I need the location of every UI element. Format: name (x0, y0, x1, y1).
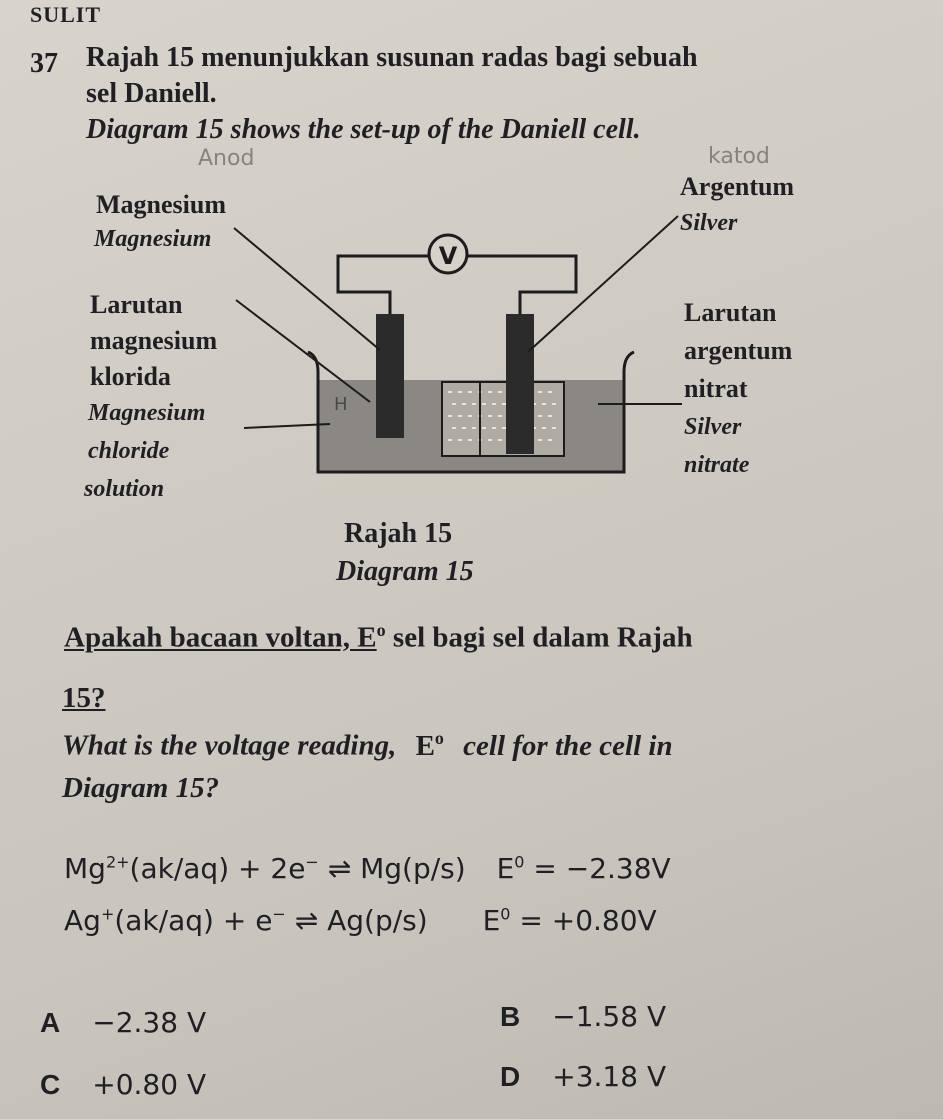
eq-rhs: ⇌ Ag(p/s) (285, 904, 428, 937)
voltmeter-label: V (438, 242, 458, 270)
prompt-malay-line1 (64, 620, 693, 655)
option-value: +0.80 V (92, 1068, 207, 1101)
label-right-solution-english-1: Silver (684, 414, 742, 440)
label-argentum-malay: Argentum (680, 172, 795, 201)
equation-silver (64, 904, 657, 937)
eq-rhs: ⇌ Mg(p/s) (318, 852, 466, 885)
pointer-left-solution (236, 300, 370, 402)
label-silver-english: Silver (680, 210, 738, 236)
option-b[interactable] (500, 1000, 666, 1033)
option-letter: C (40, 1069, 61, 1100)
porous-pot (442, 382, 564, 456)
option-d[interactable] (500, 1060, 666, 1093)
eq-lhs: (ak/aq) + 2e (129, 852, 306, 885)
label-right-solution-malay-2: argentum (684, 336, 793, 365)
prompt-rest: sel bagi sel dalam Rajah (385, 621, 693, 654)
handwritten-cathode-note: katod (708, 144, 770, 169)
eq-electron: − (305, 852, 319, 872)
label-left-solution-english-1: Magnesium (88, 400, 206, 426)
eq-species: Ag (64, 904, 101, 937)
eq-value: = −2.38V (524, 852, 671, 885)
eq-species: Mg (64, 852, 106, 885)
wire-right (468, 256, 576, 314)
label-magnesium-malay: Magnesium (96, 190, 226, 219)
question-text-malay-line2: sel Daniell. (86, 78, 217, 109)
eq-charge: 2+ (105, 852, 130, 872)
label-left-solution-malay-3: klorida (90, 362, 171, 391)
silver-electrode (506, 314, 534, 454)
handwritten-beaker-mark: H (334, 394, 348, 415)
wire-left (338, 256, 428, 314)
label-right-solution-malay-1: Larutan (684, 298, 777, 327)
pointer-silver (528, 216, 678, 352)
question-text-english: Diagram 15 shows the set-up of the Daniell cell. (86, 114, 641, 145)
subject-header: SULIT (30, 2, 102, 27)
eq-value: = +0.80V (510, 904, 657, 937)
label-left-solution-malay-1: Larutan (90, 290, 183, 319)
label-left-solution-english-3: solution (84, 476, 165, 502)
eq-e-symbol: E (496, 852, 515, 885)
prompt-malay-line2: 15? (62, 682, 106, 714)
eq-charge: + (100, 904, 115, 924)
eq-lhs: (ak/aq) + e (114, 904, 273, 937)
label-right-solution-english-2: nitrate (684, 452, 750, 478)
handwritten-anode-note: Anod (198, 146, 255, 171)
option-value: −1.58 V (552, 1000, 667, 1033)
option-c[interactable] (40, 1068, 206, 1101)
caption-malay: Rajah 15 (344, 518, 453, 549)
prompt-english-line2: Diagram 15? (62, 772, 220, 804)
equation-magnesium (64, 852, 671, 885)
prompt-english-line1 (62, 728, 673, 763)
eq-electron: − (272, 904, 286, 924)
label-right-solution-malay-3: nitrat (684, 374, 748, 403)
option-letter: D (500, 1061, 521, 1092)
caption-english: Diagram 15 (336, 556, 474, 587)
option-letter: A (40, 1007, 61, 1038)
question-number: 37 (30, 48, 58, 79)
label-left-solution-malay-2: magnesium (90, 326, 218, 355)
prompt-sup: o (376, 620, 386, 640)
prompt-english-b: cell for the cell in (463, 729, 673, 762)
option-letter: B (500, 1001, 521, 1032)
eq-e-symbol: E (482, 904, 501, 937)
pointer-magnesium (234, 228, 380, 350)
prompt-underlined: Apakah bacaan voltan, E (64, 621, 377, 654)
prompt-english-e: E (415, 729, 435, 762)
option-value: −2.38 V (92, 1006, 207, 1039)
label-left-solution-english-2: chloride (88, 438, 170, 464)
eq-e-sup: 0 (500, 904, 511, 924)
label-magnesium-english: Magnesium (94, 226, 212, 252)
eq-e-sup: 0 (514, 852, 525, 872)
option-value: +3.18 V (552, 1060, 667, 1093)
option-a[interactable] (40, 1006, 206, 1039)
question-text-malay-line1: Rajah 15 menunjukkan susunan radas bagi sebuah (86, 42, 698, 73)
magnesium-electrode (376, 314, 404, 438)
prompt-english-sup: o (434, 728, 444, 748)
prompt-english-a: What is the voltage reading, (62, 729, 397, 762)
